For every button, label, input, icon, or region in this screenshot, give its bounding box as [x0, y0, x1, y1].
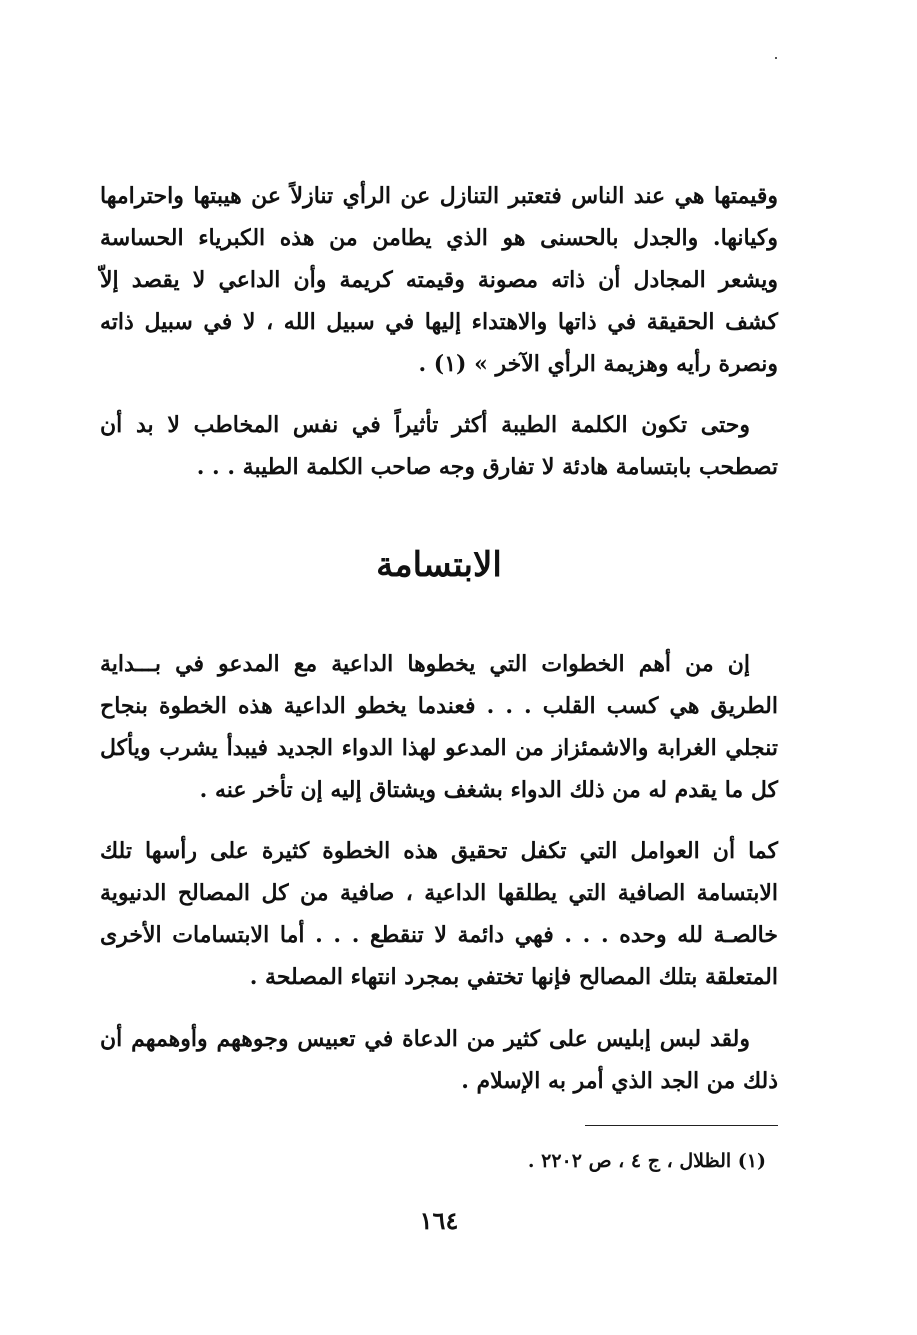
paragraph-4: كما أن العوامل التي تكفل تحقيق هذه الخطوة كثيرة على رأسها تلك الابتسامة الصافية التي يطلقها الداعية ، صافية من كل المصالح الدنيوية خالصـة لله وحده . . . فهي دائمة لا تنقطع . . . أما الابتسامات الأخرى المتعلقة بتلك المصالح فإنها تختفي بمجرد انتهاء المصلحة . [100, 838, 778, 990]
footnote: (١) الظلال ، ج ٤ ، ص ٢٢٠٢ . [527, 1150, 766, 1172]
footnote-divider [585, 1125, 778, 1126]
paragraph-1: وقيمتها هي عند الناس فتعتبر التنازل عن الرأي تنازلاً عن هيبتها واحترامها وكيانها. والجدل بالحسنى هو الذي يطامن من هذه الكبرياء الحساسة ويشعر المجادل أن ذاته مصونة وقيمته كريمة وأن الداعي لا يقصد إلاّ كشف الحقيقة في ذاتها والاهتداء إليها في سبيل الله ، لا في سبيل ذاته ونصرة رأيه وهزيمة الرأي الآخر » (١) . [100, 183, 778, 377]
paragraph-2: وحتى تكون الكلمة الطيبة أكثر تأثيراً في نفس المخاطب لا بد أن تصطحب بابتسامة هادئة لا تفارق وجه صاحب الكلمة الطيبة . . . [100, 412, 778, 480]
section-heading: الابتسامة [376, 545, 502, 585]
paragraph-5: ولقد لبس إبليس على كثير من الدعاة في تعبيس وجوههم وأوهمهم أن ذلك من الجد الذي أمر به الإسلام . [100, 1026, 778, 1094]
page-number: ١٦٤ [419, 1206, 459, 1235]
scan-speck [775, 57, 777, 59]
paragraph-3: إن من أهم الخطوات التي يخطوها الداعية مع المدعو في بـــداية الطريق هي كسب القلب . . . فعندما يخطو الداعية هذه الخطوة بنجاح تنجلي الغرابة والاشمئزاز من المدعو لهذا الدواء الجديد فيبدأ يشرب ويأكل كل ما يقدم له من ذلك الدواء بشغف ويشتاق إليه إن تأخر عنه . [100, 651, 778, 803]
